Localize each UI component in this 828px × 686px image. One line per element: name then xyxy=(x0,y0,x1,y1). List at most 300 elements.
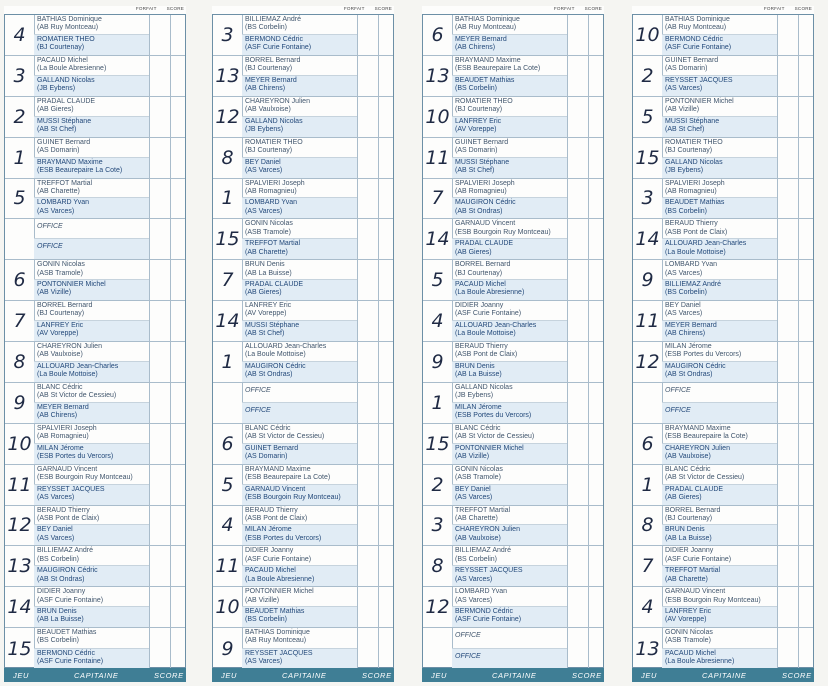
game-number: 14 xyxy=(5,587,35,627)
score-cell[interactable] xyxy=(798,56,813,96)
match-row xyxy=(5,56,185,97)
captain-name: GALLAND Nicolas xyxy=(455,383,513,391)
score-cell[interactable] xyxy=(588,56,603,96)
forfait-cell[interactable] xyxy=(357,587,379,627)
forfait-cell[interactable] xyxy=(357,56,379,96)
score-cell[interactable] xyxy=(378,97,393,137)
team-a xyxy=(452,628,567,648)
forfait-cell[interactable] xyxy=(777,383,799,423)
score-cell[interactable] xyxy=(170,260,185,300)
game-number: 2 xyxy=(633,56,663,96)
score-cell[interactable] xyxy=(378,179,393,219)
match-row xyxy=(633,97,813,138)
game-number: 3 xyxy=(213,15,243,55)
score-cell[interactable] xyxy=(798,546,813,586)
score-cell[interactable] xyxy=(588,465,603,505)
game-number: 8 xyxy=(423,546,453,586)
score-cell[interactable] xyxy=(170,179,185,219)
forfait-cell[interactable] xyxy=(149,383,171,423)
game-number: 8 xyxy=(5,342,35,382)
forfait-cell[interactable] xyxy=(777,260,799,300)
team-b xyxy=(242,525,357,545)
forfait-cell[interactable] xyxy=(149,219,171,259)
club-name: (ESB Beaurepaire La Cote) xyxy=(455,65,541,73)
game-number: 2 xyxy=(423,465,453,505)
score-cell[interactable] xyxy=(588,587,603,627)
match-row xyxy=(633,424,813,465)
forfait-cell[interactable] xyxy=(777,138,799,178)
captain-name: BILLIEMAZ André xyxy=(245,16,302,23)
team-a xyxy=(662,546,777,566)
captain-name: BILLIEMAZ André xyxy=(455,547,512,555)
score-label: SCORE xyxy=(794,6,812,11)
captain-name: BRUN Denis xyxy=(245,261,285,269)
forfait-cell[interactable] xyxy=(567,587,589,627)
score-cell[interactable] xyxy=(588,138,603,178)
game-number: 10 xyxy=(633,15,663,55)
captain-name: BATHIAS Dominique xyxy=(245,629,310,637)
team-a xyxy=(662,506,777,526)
forfait-cell[interactable] xyxy=(777,506,799,546)
team-b xyxy=(662,198,777,218)
team-b xyxy=(452,485,567,505)
team-b xyxy=(34,198,149,218)
score-cell[interactable] xyxy=(798,15,813,55)
score-cell[interactable] xyxy=(378,138,393,178)
forfait-cell[interactable] xyxy=(777,15,799,55)
game-number: 13 xyxy=(633,628,663,669)
score-cell[interactable] xyxy=(170,15,185,55)
score-cell[interactable] xyxy=(798,628,813,669)
team-b xyxy=(242,649,357,669)
score-cell[interactable] xyxy=(588,260,603,300)
score-cell[interactable] xyxy=(378,546,393,586)
captain-name: PACAUD Michel xyxy=(245,567,296,575)
club-name: (AB Gieres) xyxy=(455,248,492,256)
team-a xyxy=(662,301,777,321)
column-2 xyxy=(212,6,394,682)
score-cell[interactable] xyxy=(798,301,813,341)
team-a xyxy=(662,97,777,117)
captain-name: TREFFOT Martial xyxy=(245,240,301,248)
column-header xyxy=(544,6,602,11)
captain-name: BORREL Bernard xyxy=(665,506,721,514)
forfait-cell[interactable] xyxy=(567,506,589,546)
forfait-cell[interactable] xyxy=(777,179,799,219)
score-cell[interactable] xyxy=(170,628,185,669)
forfait-label: FORFAIT xyxy=(343,6,365,11)
column-footer xyxy=(4,668,186,682)
captain-cell xyxy=(242,219,358,259)
forfait-cell[interactable] xyxy=(777,424,799,464)
forfait-cell[interactable] xyxy=(149,179,171,219)
score-cell[interactable] xyxy=(378,15,393,55)
captain-name: BEY Daniel xyxy=(245,158,281,166)
forfait-cell[interactable] xyxy=(149,424,171,464)
match-row xyxy=(633,301,813,342)
score-cell[interactable] xyxy=(378,628,393,669)
forfait-cell[interactable] xyxy=(777,342,799,382)
captain-cell xyxy=(662,506,778,546)
game-number: 5 xyxy=(423,260,453,300)
forfait-cell[interactable] xyxy=(567,628,589,669)
score-cell[interactable] xyxy=(378,260,393,300)
team-b xyxy=(242,607,357,627)
forfait-cell[interactable] xyxy=(567,546,589,586)
game-number: 12 xyxy=(633,342,663,382)
captain-name: GARNAUD Vincent xyxy=(37,465,98,473)
team-a xyxy=(662,628,777,648)
club-name: (AS Domarin) xyxy=(455,146,498,154)
score-cell[interactable] xyxy=(588,424,603,464)
captain-name: BRAYMAND Maxime xyxy=(665,424,731,432)
forfait-cell[interactable] xyxy=(357,342,379,382)
team-a xyxy=(242,587,357,607)
score-cell[interactable] xyxy=(378,506,393,546)
captain-name: MAUGIRON Cédric xyxy=(455,199,516,207)
captain-name: LOMBARD Yvan xyxy=(665,261,718,269)
score-cell[interactable] xyxy=(170,342,185,382)
game-number: 12 xyxy=(423,587,453,627)
club-name: (AS Varces) xyxy=(37,534,75,542)
team-a xyxy=(34,179,149,199)
club-name: (La Boule Mottoise) xyxy=(665,248,726,256)
team-b xyxy=(452,607,567,627)
club-name: (BS Corbelin) xyxy=(245,616,288,624)
game-number: 5 xyxy=(633,97,663,137)
team-a xyxy=(34,97,149,117)
club-name: (AB St Ondras) xyxy=(455,207,503,215)
club-name: (AB Gieres) xyxy=(37,106,74,114)
club-name: (AS Varces) xyxy=(245,166,283,174)
club-name: (AB Charette) xyxy=(245,248,288,256)
captain-name: GALLAND Nicolas xyxy=(37,76,95,84)
game-number: 5 xyxy=(213,465,243,505)
match-row xyxy=(213,260,393,301)
column-4 xyxy=(632,6,814,682)
forfait-cell[interactable] xyxy=(149,138,171,178)
team-a xyxy=(34,587,149,607)
match-row xyxy=(633,15,813,56)
score-label: SCORE xyxy=(166,6,184,11)
score-cell[interactable] xyxy=(170,424,185,464)
forfait-cell[interactable] xyxy=(149,587,171,627)
captain-name: BEAUDET Mathias xyxy=(665,199,725,207)
club-name: (AV Voreppe) xyxy=(245,310,287,318)
captain-cell xyxy=(34,97,150,137)
match-row xyxy=(5,628,185,669)
team-a xyxy=(662,465,777,485)
match-row xyxy=(213,587,393,628)
team-a xyxy=(242,260,357,280)
club-name: (AB La Buisse) xyxy=(245,269,292,277)
score-cell[interactable] xyxy=(798,138,813,178)
score-cell[interactable] xyxy=(170,587,185,627)
club-name: (AS Varces) xyxy=(665,310,703,318)
captain-cell xyxy=(452,506,568,546)
forfait-cell[interactable] xyxy=(149,342,171,382)
forfait-cell[interactable] xyxy=(149,465,171,505)
forfait-cell[interactable] xyxy=(567,465,589,505)
score-cell[interactable] xyxy=(588,15,603,55)
forfait-cell[interactable] xyxy=(357,15,379,55)
match-row xyxy=(213,179,393,220)
forfait-cell[interactable] xyxy=(149,260,171,300)
forfait-cell[interactable] xyxy=(567,138,589,178)
forfait-cell[interactable] xyxy=(567,342,589,382)
forfait-cell[interactable] xyxy=(567,219,589,259)
team-a xyxy=(34,138,149,158)
captain-cell xyxy=(452,56,568,96)
score-cell[interactable] xyxy=(588,97,603,137)
team-a xyxy=(242,506,357,526)
team-b xyxy=(34,76,149,96)
captain-name: BERAUD Thierry xyxy=(665,220,718,228)
forfait-cell[interactable] xyxy=(777,219,799,259)
team-b xyxy=(34,566,149,586)
forfait-cell[interactable] xyxy=(149,97,171,137)
score-cell[interactable] xyxy=(170,219,185,259)
captain-name: ROMATIER THEO xyxy=(665,138,723,146)
captain-name: BRUN Denis xyxy=(37,608,77,616)
captain-name: PONTONNIER Michel xyxy=(455,444,524,452)
match-row xyxy=(423,424,603,465)
captain-cell xyxy=(34,383,150,423)
score-cell[interactable] xyxy=(378,383,393,423)
club-name: (BJ Courtenay) xyxy=(245,65,293,73)
team-a xyxy=(662,424,777,444)
game-number: 3 xyxy=(423,506,453,546)
team-a xyxy=(452,219,567,239)
club-name: (BS Corbelin) xyxy=(455,555,498,563)
match-row xyxy=(213,301,393,342)
forfait-cell[interactable] xyxy=(777,301,799,341)
club-name: (AB Chirens) xyxy=(37,412,78,420)
captain-cell xyxy=(242,15,358,55)
club-name: (AB Romagnieu) xyxy=(665,187,717,195)
captain-name: GONIN Nicolas xyxy=(37,261,85,269)
captain-name: PACAUD Michel xyxy=(665,649,716,657)
match-list xyxy=(422,14,604,668)
captain-name: SPALVIERI Joseph xyxy=(665,179,725,187)
match-row xyxy=(213,546,393,587)
score-cell[interactable] xyxy=(798,219,813,259)
score-cell[interactable] xyxy=(170,506,185,546)
club-name: (BJ Courtenay) xyxy=(37,310,85,318)
forfait-cell[interactable] xyxy=(777,546,799,586)
forfait-cell[interactable] xyxy=(357,219,379,259)
forfait-cell[interactable] xyxy=(567,301,589,341)
team-a xyxy=(242,628,357,648)
forfait-cell[interactable] xyxy=(357,138,379,178)
score-cell[interactable] xyxy=(170,383,185,423)
team-b xyxy=(242,158,357,178)
forfait-cell[interactable] xyxy=(357,465,379,505)
captain-cell xyxy=(34,219,150,259)
score-cell[interactable] xyxy=(798,97,813,137)
score-cell[interactable] xyxy=(798,383,813,423)
score-cell[interactable] xyxy=(798,179,813,219)
forfait-cell[interactable] xyxy=(777,465,799,505)
score-cell[interactable] xyxy=(588,383,603,423)
club-name: (BS Corbelin) xyxy=(37,637,80,645)
score-cell[interactable] xyxy=(588,546,603,586)
score-cell[interactable] xyxy=(170,546,185,586)
score-cell[interactable] xyxy=(378,301,393,341)
forfait-cell[interactable] xyxy=(567,179,589,219)
club-name: (AB Romagnieu) xyxy=(37,433,89,441)
game-number: 11 xyxy=(633,301,663,341)
score-cell[interactable] xyxy=(798,465,813,505)
team-b xyxy=(34,525,149,545)
captain-name: OFFICE xyxy=(455,632,481,640)
captain-name: BEAUDET Mathias xyxy=(245,608,305,616)
score-cell[interactable] xyxy=(170,465,185,505)
captain-cell xyxy=(452,179,568,219)
captain-name: DIDIER Joanny xyxy=(455,302,504,310)
team-a xyxy=(242,15,357,35)
forfait-cell[interactable] xyxy=(357,301,379,341)
forfait-cell[interactable] xyxy=(777,97,799,137)
score-cell[interactable] xyxy=(170,97,185,137)
score-cell[interactable] xyxy=(588,342,603,382)
forfait-cell[interactable] xyxy=(567,383,589,423)
score-cell[interactable] xyxy=(588,219,603,259)
game-number: 9 xyxy=(213,628,243,669)
forfait-cell[interactable] xyxy=(357,383,379,423)
score-cell[interactable] xyxy=(588,506,603,546)
match-row xyxy=(423,219,603,260)
team-a xyxy=(452,15,567,35)
captain-name: BORREL Bernard xyxy=(37,302,93,310)
match-row xyxy=(633,56,813,97)
game-number: 7 xyxy=(423,179,453,219)
score-cell[interactable] xyxy=(588,179,603,219)
score-cell[interactable] xyxy=(798,587,813,627)
club-name: (BS Corbelin) xyxy=(455,85,498,93)
forfait-cell[interactable] xyxy=(567,97,589,137)
score-cell[interactable] xyxy=(798,506,813,546)
captain-cell xyxy=(242,506,358,546)
forfait-cell[interactable] xyxy=(777,587,799,627)
score-cell[interactable] xyxy=(170,301,185,341)
score-cell[interactable] xyxy=(378,219,393,259)
score-cell[interactable] xyxy=(170,138,185,178)
forfait-cell[interactable] xyxy=(149,15,171,55)
team-b xyxy=(452,444,567,464)
score-cell[interactable] xyxy=(588,301,603,341)
score-cell[interactable] xyxy=(798,342,813,382)
forfait-cell[interactable] xyxy=(357,97,379,137)
forfait-cell[interactable] xyxy=(149,506,171,546)
team-a xyxy=(662,15,777,35)
score-cell[interactable] xyxy=(798,260,813,300)
team-a xyxy=(34,506,149,526)
score-cell[interactable] xyxy=(588,628,603,669)
forfait-cell[interactable] xyxy=(567,15,589,55)
captain-cell xyxy=(452,546,568,586)
forfait-cell[interactable] xyxy=(357,260,379,300)
captain-cell xyxy=(242,301,358,341)
score-cell[interactable] xyxy=(378,424,393,464)
club-name: (BJ Courtenay) xyxy=(245,146,293,154)
team-b xyxy=(452,649,567,669)
captain-cell xyxy=(34,628,150,669)
captain-name: GALLAND Nicolas xyxy=(245,117,303,125)
game-number: 14 xyxy=(423,219,453,259)
score-cell[interactable] xyxy=(798,424,813,464)
forfait-cell[interactable] xyxy=(149,56,171,96)
captain-name: LANFREY Eric xyxy=(665,608,712,616)
forfait-cell[interactable] xyxy=(357,424,379,464)
club-name: (ASF Curie Fontaine) xyxy=(455,616,522,624)
team-b xyxy=(34,117,149,137)
captain-cell xyxy=(452,260,568,300)
team-b xyxy=(452,566,567,586)
game-number xyxy=(213,383,243,423)
forfait-cell[interactable] xyxy=(777,628,799,669)
captain-name: TREFFOT Martial xyxy=(455,506,511,514)
club-name: (La Boule Abresienne) xyxy=(665,657,735,665)
captain-cell xyxy=(34,138,150,178)
match-row xyxy=(5,546,185,587)
team-b xyxy=(662,444,777,464)
captain-cell xyxy=(452,424,568,464)
footer-score: SCORE xyxy=(154,671,184,680)
forfait-cell[interactable] xyxy=(567,260,589,300)
score-cell[interactable] xyxy=(378,56,393,96)
column-footer xyxy=(422,668,604,682)
forfait-cell[interactable] xyxy=(567,56,589,96)
club-name: (ASB Pont de Claix) xyxy=(37,514,100,522)
game-number: 1 xyxy=(633,465,663,505)
forfait-cell[interactable] xyxy=(357,179,379,219)
match-row xyxy=(633,260,813,301)
forfait-cell[interactable] xyxy=(149,546,171,586)
forfait-cell[interactable] xyxy=(357,546,379,586)
team-a xyxy=(242,342,357,362)
forfait-cell[interactable] xyxy=(149,628,171,669)
team-b xyxy=(452,525,567,545)
match-row xyxy=(633,628,813,669)
match-row xyxy=(633,342,813,383)
score-cell[interactable] xyxy=(170,56,185,96)
match-row xyxy=(213,628,393,669)
footer-capitaine: CAPITAINE xyxy=(282,671,327,680)
forfait-cell[interactable] xyxy=(357,628,379,669)
forfait-cell[interactable] xyxy=(357,506,379,546)
column-header xyxy=(334,6,392,11)
forfait-cell[interactable] xyxy=(777,56,799,96)
forfait-cell[interactable] xyxy=(567,424,589,464)
game-number: 7 xyxy=(5,301,35,341)
team-b xyxy=(34,280,149,300)
club-name: (AB St Chef) xyxy=(665,125,705,133)
team-a xyxy=(662,219,777,239)
forfait-cell[interactable] xyxy=(149,301,171,341)
team-b xyxy=(662,280,777,300)
match-row xyxy=(5,15,185,56)
score-cell[interactable] xyxy=(378,342,393,382)
club-name: (ASB Tramole) xyxy=(665,637,711,645)
score-cell[interactable] xyxy=(378,465,393,505)
club-name: (ASB Pont de Claix) xyxy=(455,351,518,359)
captain-name: GONIN Nicolas xyxy=(665,629,713,637)
club-name: (JB Eybens) xyxy=(37,85,76,93)
captain-cell xyxy=(662,260,778,300)
score-cell[interactable] xyxy=(378,587,393,627)
captain-cell xyxy=(662,56,778,96)
